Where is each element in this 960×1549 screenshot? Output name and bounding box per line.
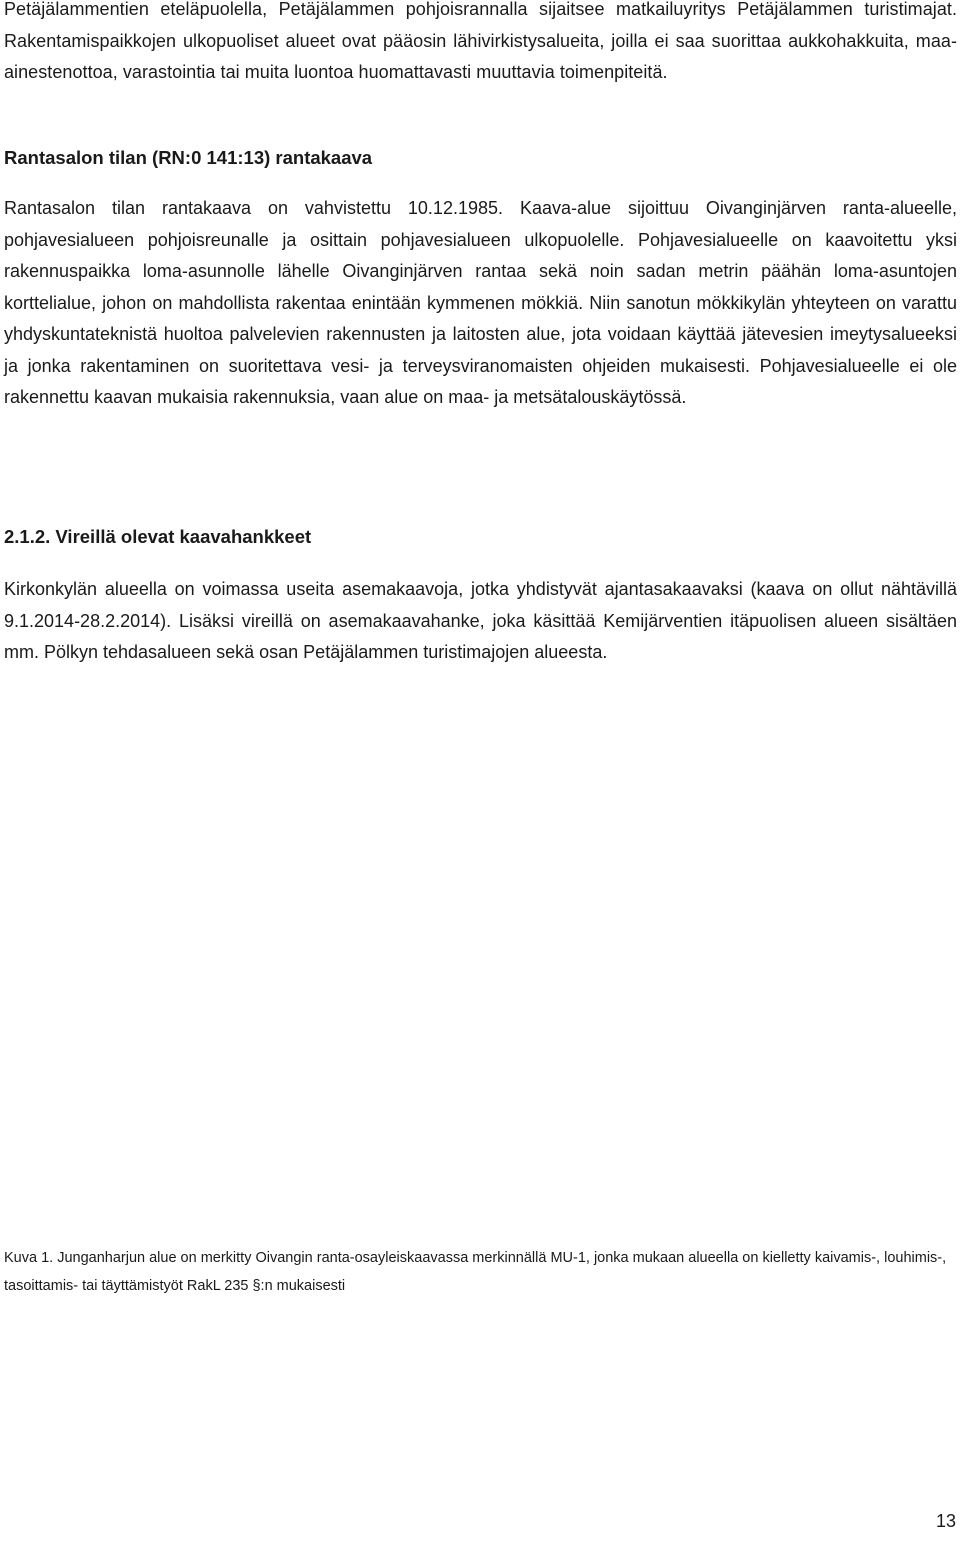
vireilla-heading: 2.1.2. Vireillä olevat kaavahankkeet: [4, 526, 312, 547]
page-number: 13: [935, 1511, 956, 1531]
intro-paragraph: Petäjälammentien eteläpuolella, Petäjälammen pohjoisrannalla sijaitsee matkailuyritys Petäjälammen turistimajat. Rakentamispaikkojen ulkopuoliset alueet ovat pääosin lähivirkistysalueita, joilla ei saa suorittaa aukkohakkuita, maa-ainestenottoa, varastointia tai muita luontoa huomattavasti muuttavia toimenpiteitä.: [4, 0, 957, 82]
figure-caption: Kuva 1. Junganharjun alue on merkitty Oivangin ranta-osayleiskaavassa merkinnällä MU-1, jonka mukaan alueella on kielletty kaivamis-, louhimis-, tasoittamis- tai täyttämistyöt RakL 235 §:n mukaisesti: [4, 1250, 947, 1294]
vireilla-paragraph: Kirkonkylän alueella on voimassa useita asemakaavoja, jotka yhdistyvät ajantasakaavaksi (kaava on ollut nähtävillä 9.1.2014-28.2.2014). Lisäksi vireillä on asemakaavahanke, joka käsittää Kemijärventien itäpuolisen alueen sisältäen mm. Pölkyn tehdasalueen sekä osan Petäjälammen turistimajojen alueesta.: [4, 579, 957, 662]
rantasalon-heading: Rantasalon tilan (RN:0 141:13) rantakaava: [4, 147, 373, 168]
rantasalon-paragraph: Rantasalon tilan rantakaava on vahvistettu 10.12.1985. Kaava-alue sijoittuu Oivanginjärven ranta-alueelle, pohjavesialueen pohjoisreunalle ja osittain pohjavesialueen ulkopuolelle. Pohjavesialueelle on kaavoitettu yksi rakennuspaikka loma-asunnolle lähelle Oivanginjärven rantaa sekä noin sadan metrin päähän loma-asuntojen korttelialue, johon on mahdollista rakentaa enintään kymmenen mökkiä. Niin sanotun mökkikylän yhteyteen on varattu yhdyskuntateknistä huoltoa palvelevien rakennusten ja laitosten alue, jota voidaan käyttää jätevesien imeytysalueeksi ja jonka rakentaminen on suoritettava vesi- ja terveysviranomaisten ohjeiden mukaisesti. Pohjavesialueelle ei ole rakennettu kaavan mukaisia rakennuksia, vaan alue on maa- ja metsätalouskäytössä.: [4, 198, 957, 407]
